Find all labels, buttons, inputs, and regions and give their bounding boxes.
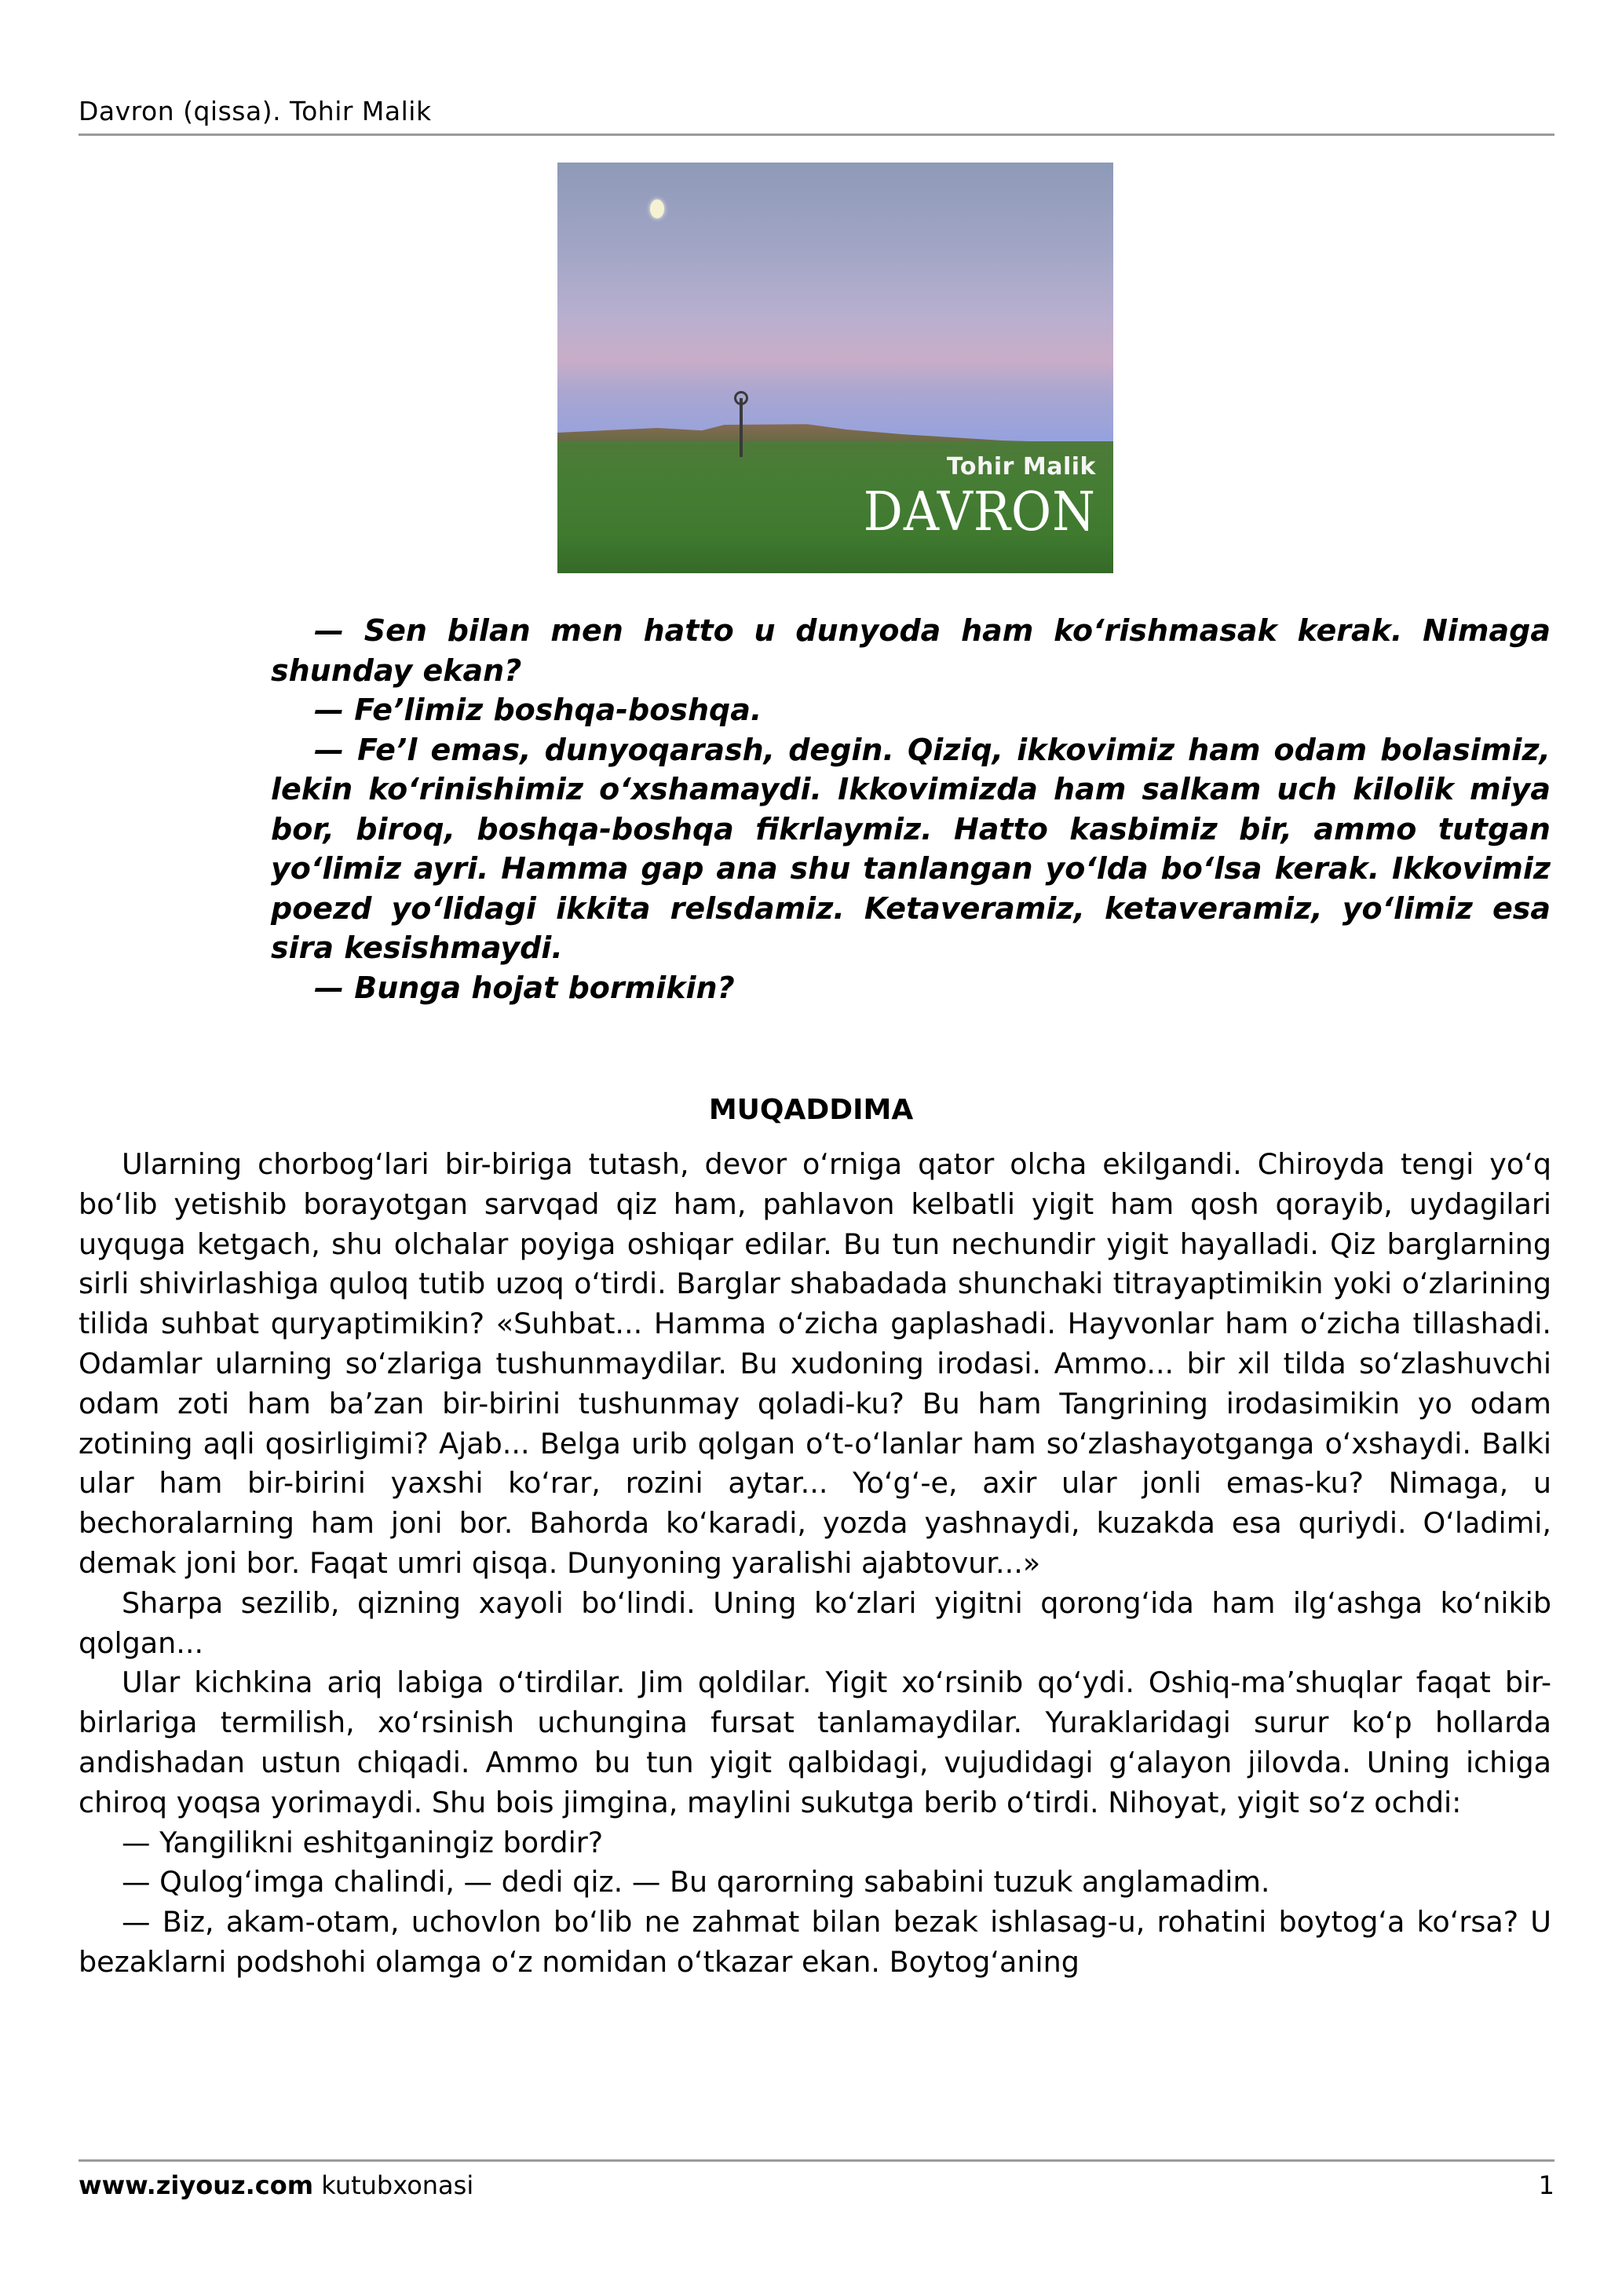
paragraph: Ularning chorbog‘lari bir-biriga tutash, devor o‘rniga qator olcha ekilgandi. Chiroyda tengi yo‘q bo‘lib yetishib borayotgan sarvqad qiz ham, pahlavon kelbatli yigit ham qosh qorayib, uydagilari uyquga ketgach, shu olchalar poyiga oshiqar edilar. Bu tun nechundir yigit hayalladi. Qiz barglarning sirli shivirlashiga quloq tutib uzoq o‘tirdi. Barglar shabadada shunchaki titrayaptimikin yoki o‘zlarining tilida suhbat quryaptimikin? «Suhbat... Hamma o‘zicha gaplashadi. Hayvonlar ham o‘zicha tillashadi. Odamlar ularning so‘zlariga tushunmaydilar. Bu xudoning irodasi. Ammo... bir xil tilda so‘zlashuvchi odam zoti ham ba’zan bir-birini tushunmay qoladi-ku? Bu ham Tangrining irodasimikin yo odam zotining aqli qosirligimi? Ajab... Belga urib qolgan o‘t-o‘lanlar ham so‘zlashayotganga o‘xshaydi. Balki ular ham bir-birini yaxshi ko‘rar, rozini aytar... Yo‘g‘-e, axir ular jonli emas-ku? Nimaga, u bechoralarning ham joni bor. Bahorda ko‘karadi, yozda yashnaydi, kuzakda esa quriydi. O‘ladimi, demak joni bor. Faqat umri qisqa. Dunyoning yaralishi ajabtovur...» [79, 1147, 1551, 1580]
epigraph-line: — Fe’limiz boshqa-boshqa. [314, 693, 762, 727]
header-divider [79, 133, 1554, 136]
cover-author: Tohir Malik [946, 453, 1096, 481]
paragraph: — Yangilikni eshitganingiz bordir? [122, 1825, 604, 1859]
section-title: MUQADDIMA [708, 1094, 914, 1126]
paragraph: — Biz, akam-otam, uchovlon bo‘lib ne zahmat bilan bezak ishlasag-u, rohatini boytog‘a ko‘rsa? U bezaklarni podshohi olamga o‘z nomidan o‘tkazar ekan. Boytog‘aning [79, 1905, 1551, 1979]
epigraph-line: — Fe’l emas, dunyoqarash, degin. Qiziq, ikkovimiz ham odam bolasimiz, lekin ko‘rinishimiz o‘xshamaydi. Ikkovimizda ham salkam uch kilolik miya bor, biroq, boshqa-boshqa fikrlaymiz. Hatto kasbimiz bir, ammo tutgan yo‘limiz ayri. Hamma gap ana shu tanlangan yo‘lda bo‘lsa kerak. Ikkovimiz poezd yo‘lidagi ikkita relsdamiz. Ketaveramiz, ketaveramiz, yo‘limiz esa sira kesishmaydi. [271, 732, 1551, 965]
footer-site-link[interactable]: www.ziyouz.com [79, 2170, 314, 2200]
cover-image [557, 163, 1113, 573]
cover-title: DAVRON [863, 481, 1096, 543]
epigraph-line: — Bunga hojat bormikin? [314, 970, 735, 1005]
body-text [79, 1145, 1551, 1983]
windmill-pole [740, 398, 743, 457]
moon-icon [650, 199, 664, 218]
epigraph-line: — Sen bilan men hatto u dunyoda ham ko‘rishmasak kerak. Nimaga shunday ekan? [271, 613, 1551, 688]
paragraph: Sharpa sezilib, qizning xayoli bo‘lindi. Uning ko‘zlari yigitni qorong‘ida ham ilg‘ashga ko‘nikib qolgan... [79, 1585, 1551, 1660]
paragraph: Ular kichkina ariq labiga o‘tirdilar. Jim qoldilar. Yigit xo‘rsinib qo‘ydi. Oshiq-ma’shuqlar faqat bir-birlariga termilish, xo‘rsinish uchungina fursat tanlamaydilar. Yuraklaridagi surur ko‘p hollarda andishadan ustun chiqadi. Ammo bu tun yigit qalbidagi, vujudidagi g‘alayon jilovda. Uning ichiga chiroq yoqsa yorimaydi. Shu bois jimgina, maylini sukutga berib o‘tirdi. Nihoyat, yigit so‘z ochdi: [79, 1665, 1551, 1819]
epigraph [271, 611, 1551, 1007]
page-footer [79, 2170, 1554, 2200]
footer-library-label: kutubxonasi [321, 2170, 474, 2200]
footer-divider [79, 2159, 1554, 2162]
paragraph: — Qulog‘imga chalindi, — dedi qiz. — Bu qarorning sababini tuzuk anglamadim. [122, 1865, 1270, 1899]
page-header-title: Davron (qissa). Tohir Malik [79, 96, 432, 126]
page-number: 1 [1538, 2170, 1554, 2200]
windmill-head [734, 391, 748, 405]
